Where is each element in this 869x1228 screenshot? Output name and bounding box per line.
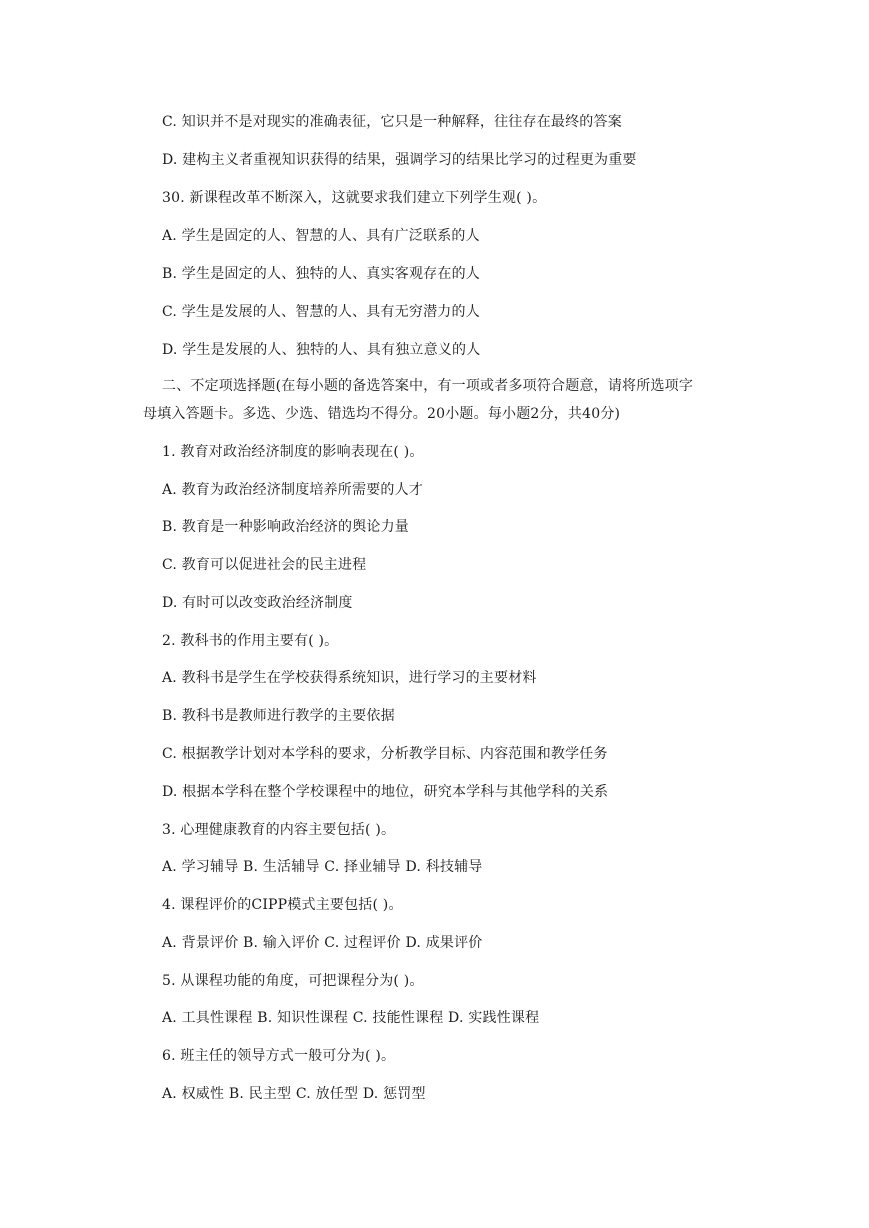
section-heading	[143, 372, 752, 428]
question-1: 1. 教育对政治经济制度的影响表现在( )。	[162, 444, 424, 460]
option-d-q29: D. 建构主义者重视知识获得的结果，强调学习的结果比学习的过程更为重要	[162, 152, 637, 168]
option-d-q30: D. 学生是发展的人、独特的人、具有独立意义的人	[162, 342, 481, 358]
option-b-q1: B. 教育是一种影响政治经济的舆论力量	[162, 519, 409, 535]
question-4: 4. 课程评价的CIPP模式主要包括( )。	[162, 897, 403, 913]
option-a-q30: A. 学生是固定的人、智慧的人、具有广泛联系的人	[162, 228, 480, 244]
option-a-q1: A. 教育为政治经济制度培养所需要的人才	[162, 482, 424, 498]
question-30: 30. 新课程改革不断深入，这就要求我们建立下列学生观( )。	[162, 190, 547, 206]
options-q4: A. 背景评价 B. 输入评价 C. 过程评价 D. 成果评价	[162, 935, 483, 951]
option-d-q2: D. 根据本学科在整个学校课程中的地位，研究本学科与其他学科的关系	[162, 784, 609, 800]
options-q3: A. 学习辅导 B. 生活辅导 C. 择业辅导 D. 科技辅导	[162, 859, 483, 875]
option-a-q2: A. 教科书是学生在学校获得系统知识，进行学习的主要材料	[162, 670, 537, 686]
option-c-q30: C. 学生是发展的人、智慧的人、具有无穷潜力的人	[162, 304, 480, 320]
options-q6: A. 权威性 B. 民主型 C. 放任型 D. 惩罚型	[162, 1086, 426, 1102]
question-3: 3. 心理健康教育的内容主要包括( )。	[162, 822, 396, 838]
question-5: 5. 从课程功能的角度，可把课程分为( )。	[162, 973, 424, 989]
option-d-q1: D. 有时可以改变政治经济制度	[162, 595, 353, 611]
question-2: 2. 教科书的作用主要有( )。	[162, 633, 339, 649]
option-b-q2: B. 教科书是教师进行教学的主要依据	[162, 708, 395, 724]
option-c-q2: C. 根据教学计划对本学科的要求，分析教学目标、内容范围和教学任务	[162, 746, 608, 762]
option-c-q29: C. 知识并不是对现实的准确表征，它只是一种解释，往往存在最终的答案	[162, 114, 622, 130]
section-heading-line2: 母填入答题卡。多选、少选、错选均不得分。20小题。每小题2分，共40分)	[143, 406, 621, 422]
section-heading-line1: 二、不定项选择题(在每小题的备选答案中，有一项或者多项符合题意，请将所选项字	[162, 378, 694, 394]
options-q5: A. 工具性课程 B. 知识性课程 C. 技能性课程 D. 实践性课程	[162, 1010, 540, 1026]
question-6: 6. 班主任的领导方式一般可分为( )。	[162, 1048, 396, 1064]
option-b-q30: B. 学生是固定的人、独特的人、真实客观存在的人	[162, 266, 480, 282]
option-c-q1: C. 教育可以促进社会的民主进程	[162, 557, 367, 573]
